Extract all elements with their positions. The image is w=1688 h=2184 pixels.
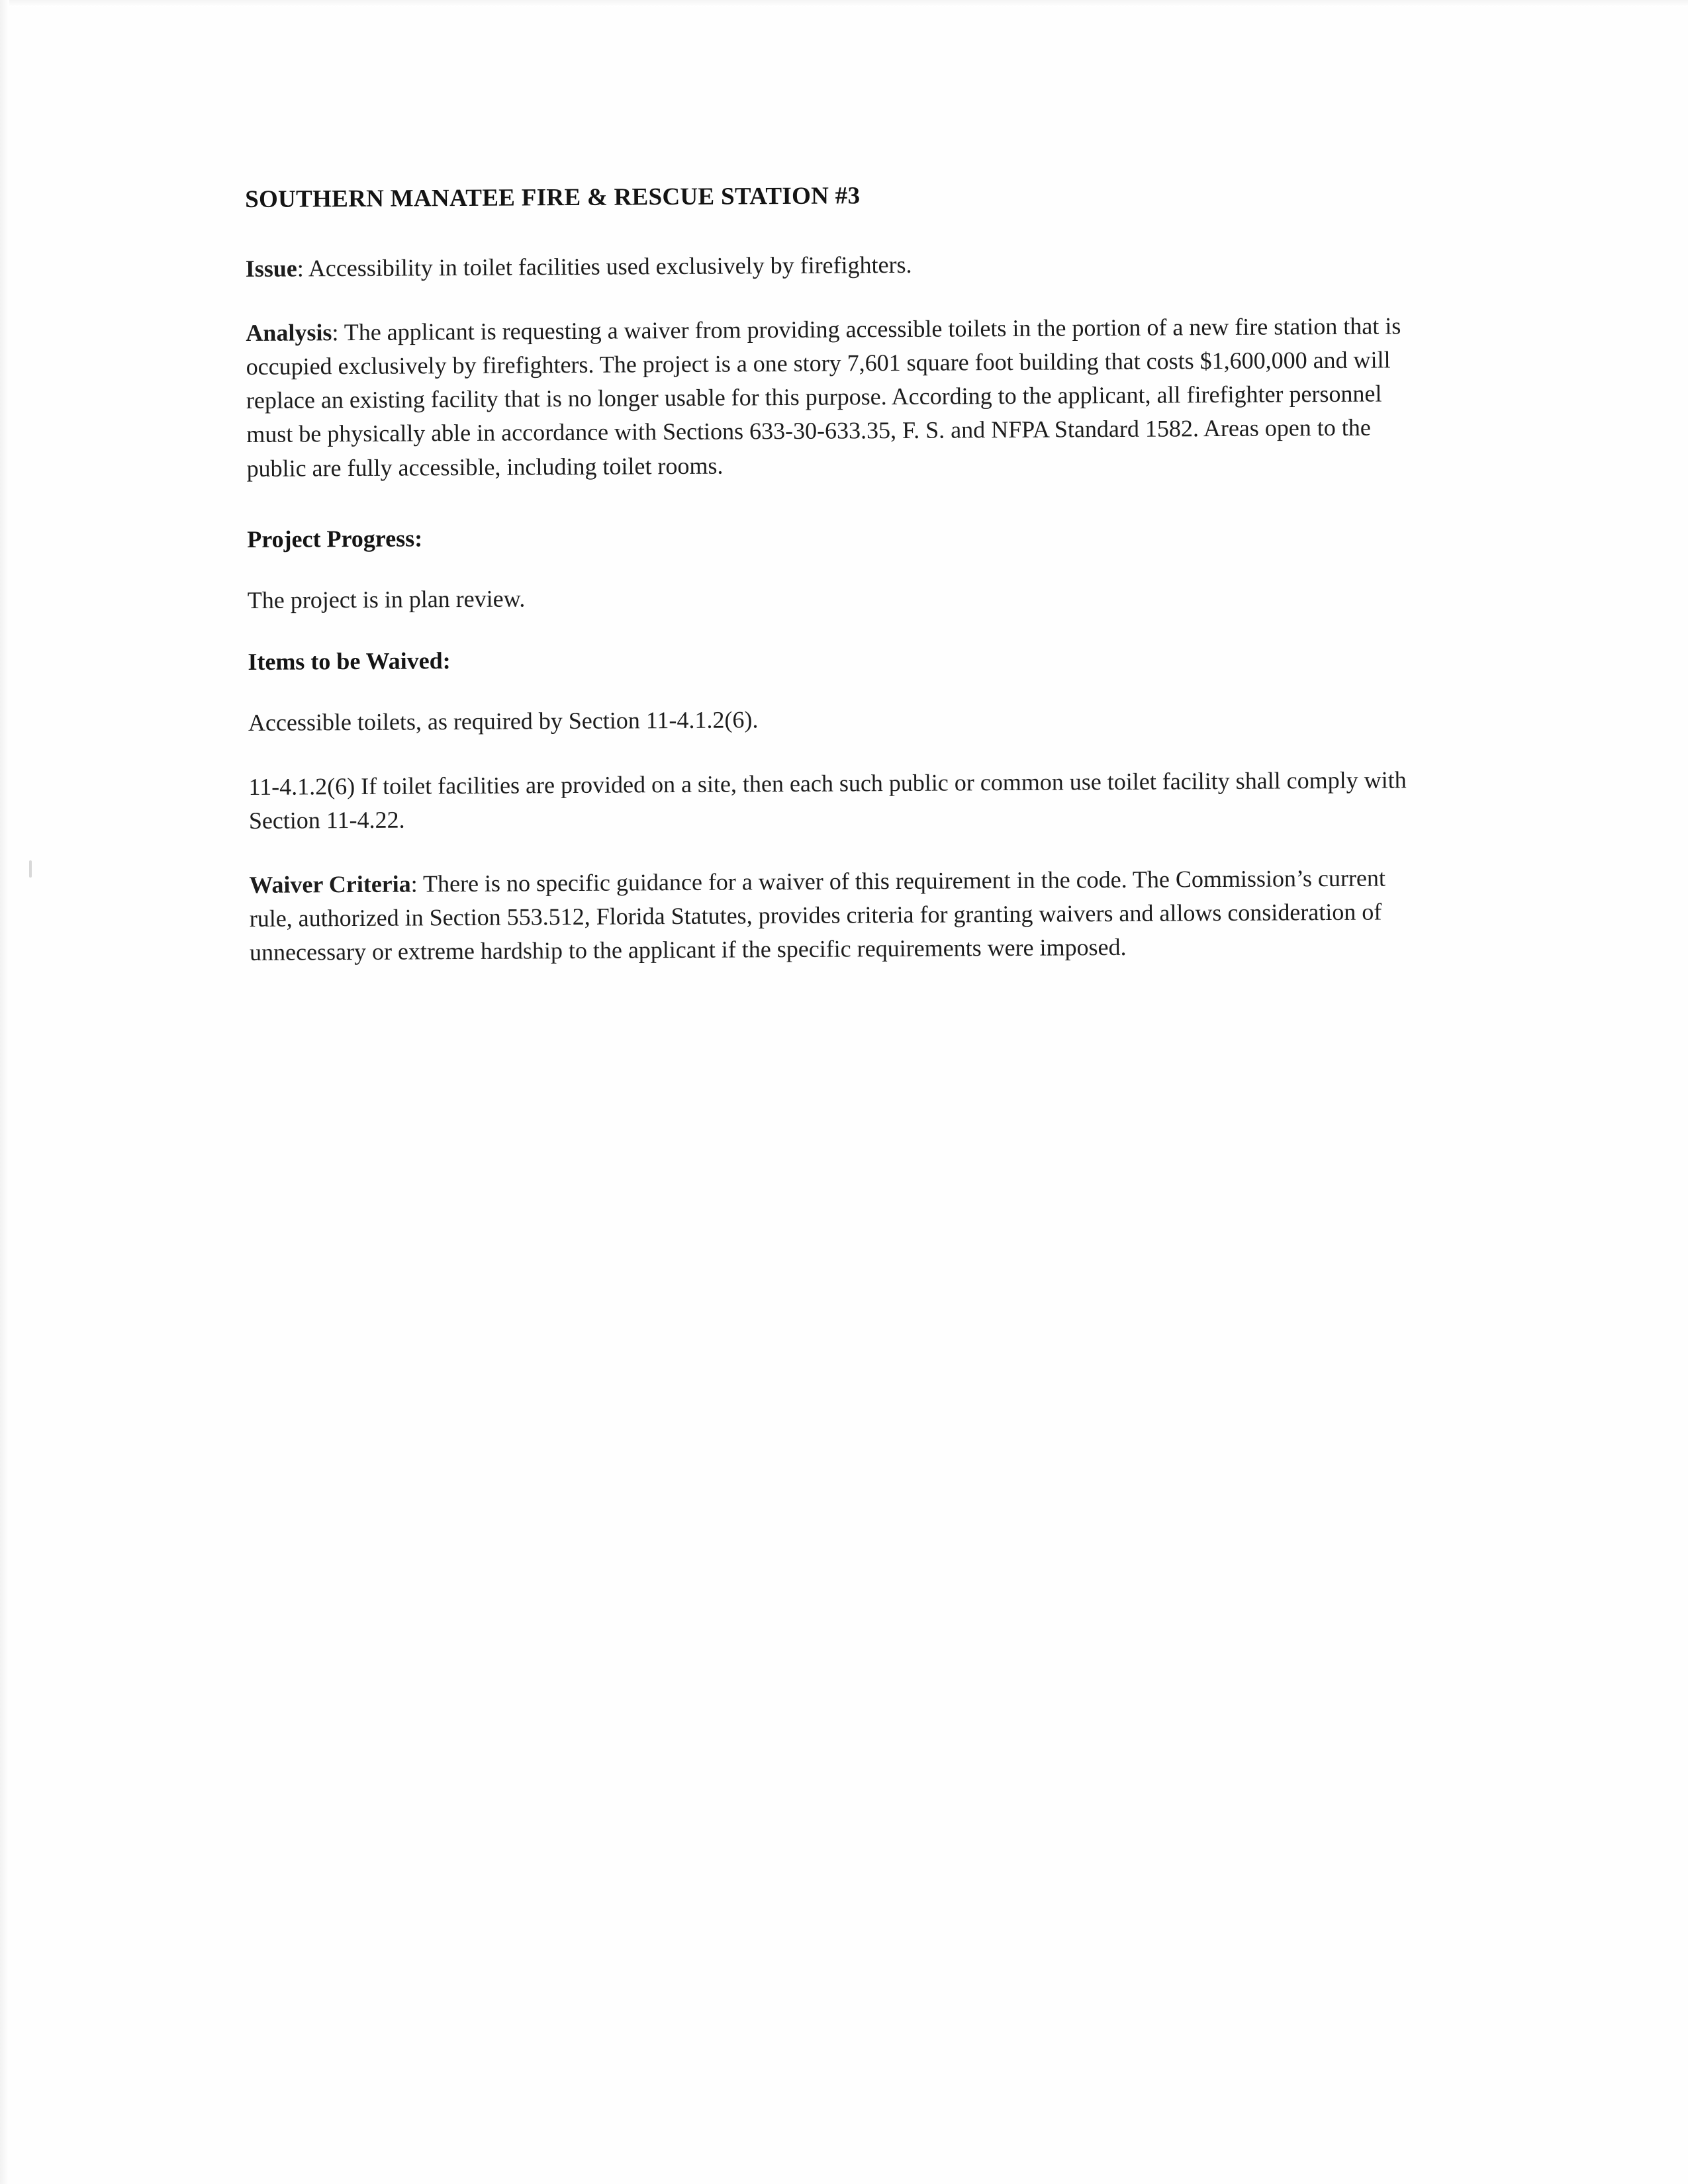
project-progress-heading: Project Progress: [247,525,423,553]
waiver-criteria-label: Waiver Criteria [249,870,411,899]
issue-paragraph [246,245,1430,286]
waiver-criteria-text: : There is no specific guidance for a waiver of this requirement in the code. The Commission’s current rule, authorized in Section 553.512, Florida Statutes, provides criteria for granting waivers and allows consideration of unnecessary or extreme hardship to the applicant if the specific requirements were imposed. [249,864,1386,966]
scan-edge-left [0,0,9,2184]
project-progress-text: The project is in plan review. [247,585,526,614]
issue-text: : Accessibility in toilet facilities used exclusively by firefighters. [297,251,912,282]
waiver-criteria-paragraph [249,861,1434,970]
analysis-text: : The applicant is requesting a waiver from providing accessible toilets in the portion of a new fire station that is occupied exclusively by firefighters. The project is a one story 7,601 square foot building that costs $1,600,000 and will replace an existing facility that is no longer usable for this purpose. According to the applicant, all firefighter personnel must be physically able in accordance with Sections 633-30-633.35, F. S. and NFPA Standard 1582. Areas open to the public are fully accessible, including toilet rooms. [246,312,1401,482]
items-to-be-waived-text: Accessible toilets, as required by Section 11-4.1.2(6). [248,706,759,736]
document-body [245,178,1434,1000]
page-title: SOUTHERN MANATEE FIRE & RESCUE STATION #3 [245,182,861,213]
scan-edge-top [0,0,1688,7]
items-to-be-waived-heading: Items to be Waived: [248,647,451,675]
code-citation-text: 11-4.1.2(6) If toilet facilities are provided on a site, then each such public or common use toilet facility shall comply with Section 11-4.22. [248,766,1407,834]
issue-label: Issue [245,255,297,282]
analysis-label: Analysis [246,319,332,347]
analysis-paragraph [246,309,1432,485]
scan-artifact-mark [29,860,32,878]
